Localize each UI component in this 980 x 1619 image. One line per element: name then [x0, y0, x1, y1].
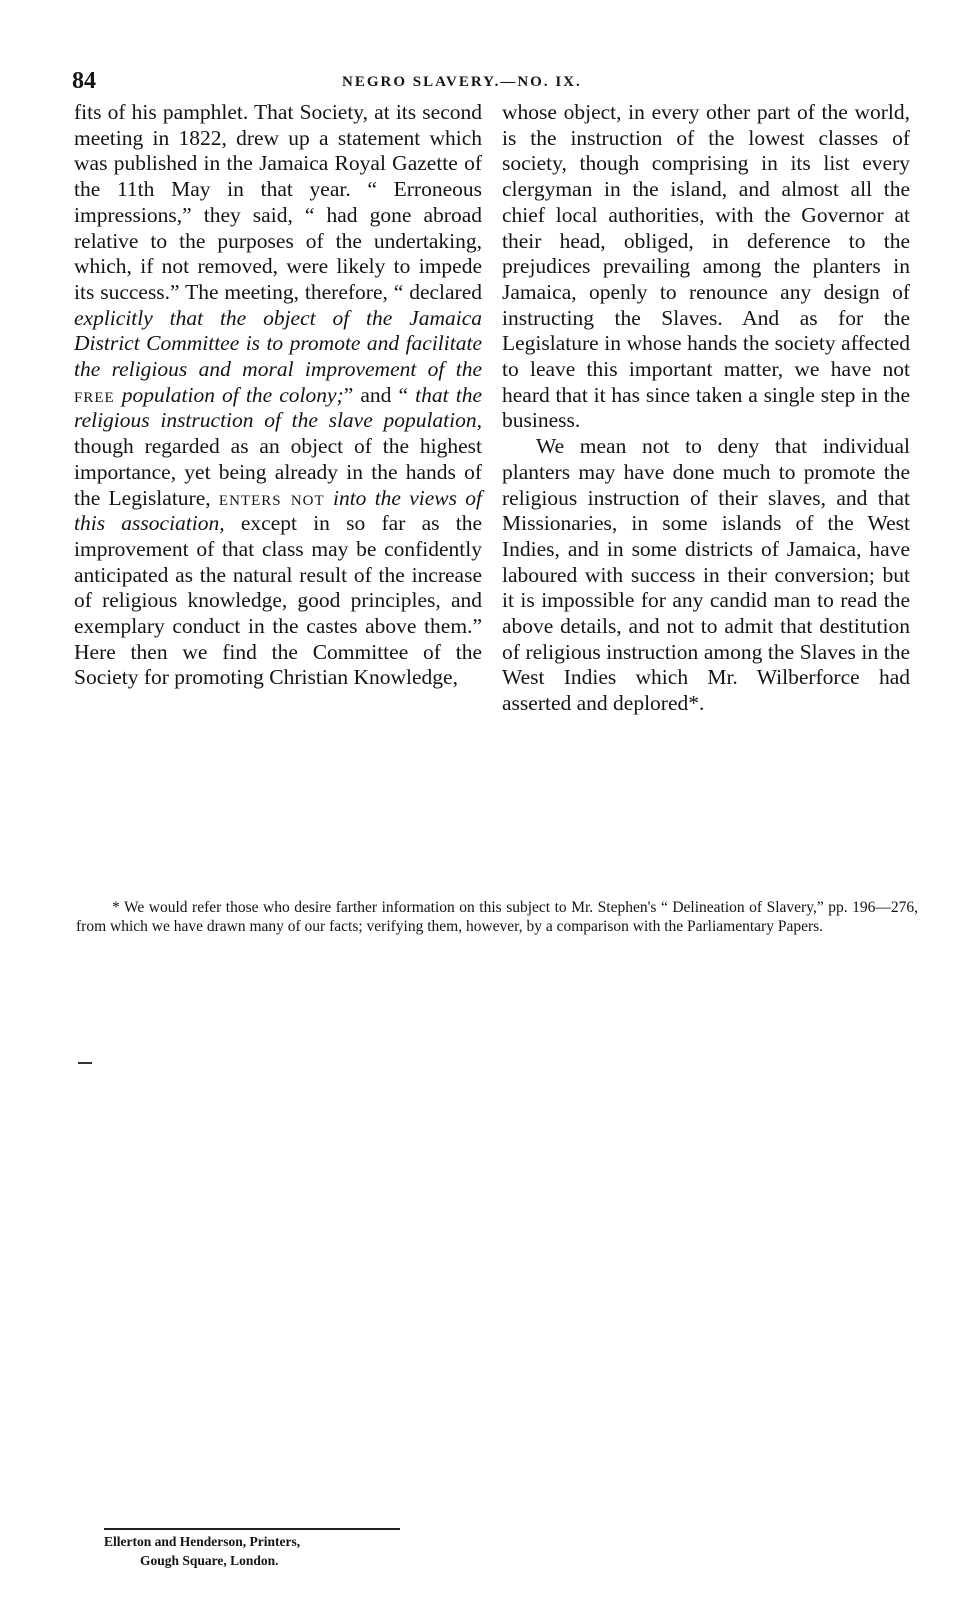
right-paragraph-2: We mean not to deny that individual planters may have done much to promote the religious instruction of their slaves, and that Missionaries, in some islands of the West Indies, and in some districts of Jamaica, have laboured with success in their conversion; but it is impossible for any candid man to read the above details, and not to admit that destitution of religious instruction among the Slaves in the West Indies which Mr. Wilberforce had asserted and deplored*.	[502, 434, 910, 716]
running-title: NEGRO SLAVERY.—NO. IX.	[342, 74, 582, 90]
italic-run: that the religious instruction of the slave population,	[74, 382, 482, 433]
text-run: ” and “	[343, 382, 416, 407]
stray-ink-mark	[78, 1062, 92, 1064]
text-run: fits of his pamphlet. That Society, at its second meeting in 1822, drew up a statement which was published in the Jamaica Royal Gazette of the 11th May in that year. “ Erroneous impressions,” they said, “ had gone abroad relative to the purposes of the undertaking, which, if not removed, were likely to impede its success.” The meeting, therefore, “ declared	[74, 100, 482, 304]
text-run: though regarded as an object of the highest importance, yet being already in the hands of the Legislature,	[74, 434, 482, 510]
imprint-rule	[104, 1528, 400, 1530]
imprint-line-1: Ellerton and Henderson, Printers,	[104, 1534, 301, 1549]
italic-run: into the views of this association,	[74, 485, 482, 536]
small-caps-run: enters not	[218, 485, 325, 510]
left-paragraph	[74, 100, 482, 691]
text-run: except in so far as the improvement of that class may be confidently anticipated as the natural result of the increase of religious knowledge, good principles, and exemplary conduct in the castes above them.” Here then we find the Committee of the Society for promoting Christian Knowledge,	[74, 511, 482, 690]
page-number: 84	[72, 68, 96, 94]
right-column	[502, 100, 910, 717]
footnote	[76, 898, 918, 936]
printer-imprint	[104, 1532, 424, 1570]
footnote-text: * We would refer those who desire farther information on this subject to Mr. Stephen's “ Delineation of Slavery,” pp. 196—276, from which we have drawn many of our facts; verifying them, however, by a comparison with the Parliamentary Papers.	[76, 899, 918, 935]
left-column	[74, 100, 482, 691]
imprint-line-2: Gough Square, London.	[140, 1553, 279, 1568]
italic-run: explicitly that the object of the Jamaica District Committee is to promote and facilitate the religious and moral improvement of the	[74, 305, 482, 382]
small-caps-run: free	[74, 382, 115, 407]
right-paragraph-1: whose object, in every other part of the world, is the instruction of the lowest classes of society, though comprising in its list every clergyman in the island, and almost all the chief local authorities, with the Governor at their head, obliged, in deference to the prejudices prevailing among the planters in Jamaica, openly to renounce any design of instructing the Slaves. And as for the Legislature in whose hands the society affected to leave this important matter, we have not heard that it has since taken a single step in the business.	[502, 100, 910, 433]
running-head	[72, 68, 912, 98]
italic-run: population of the colony;	[114, 382, 344, 407]
